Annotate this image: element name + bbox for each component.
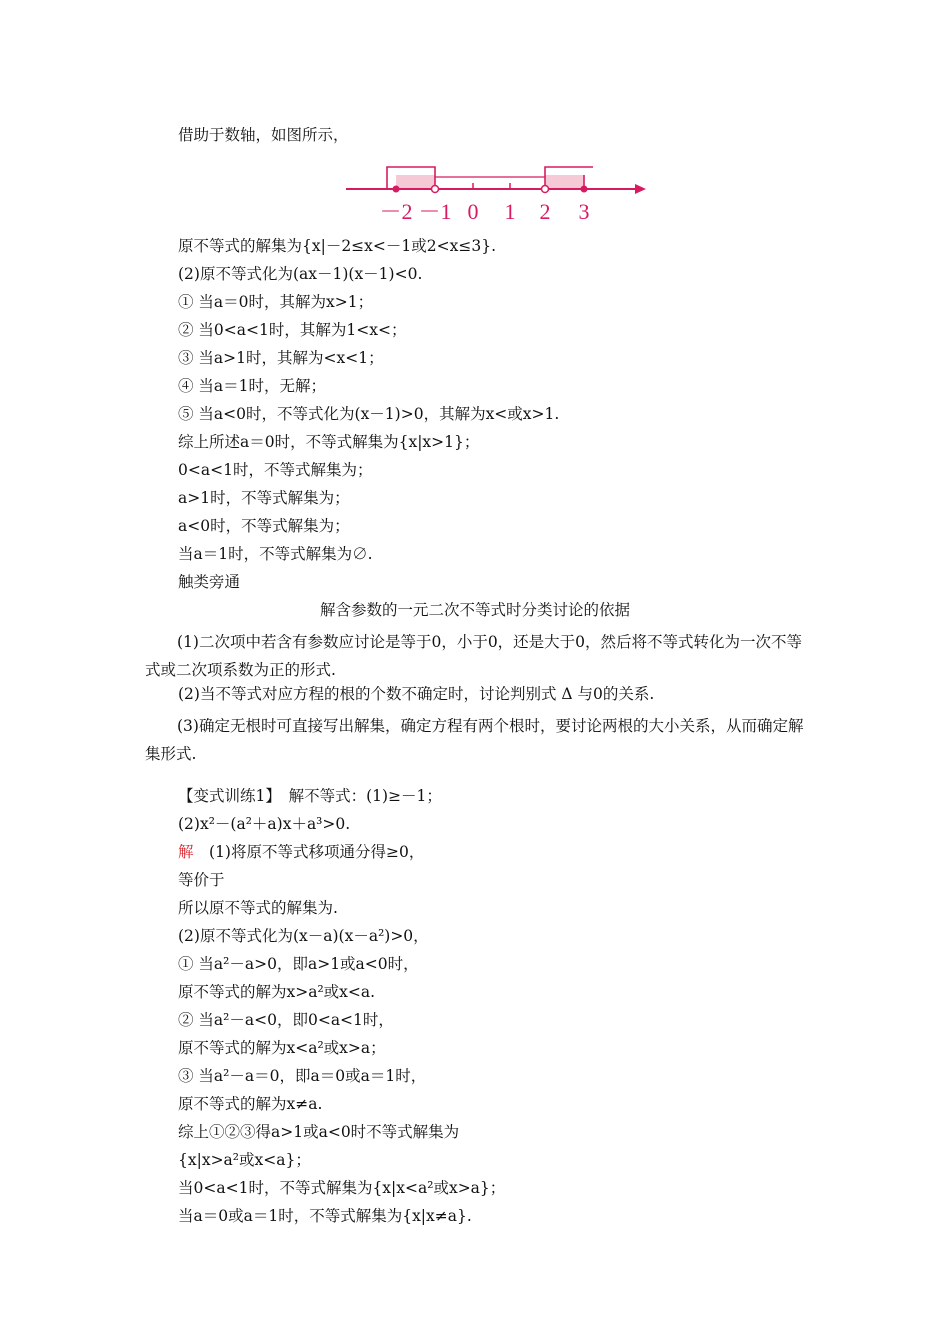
summary-4: a<0时，不等式解集为；: [178, 517, 350, 535]
final-summary-4: 当a＝0或a＝1时，不等式解集为{x|x≠a}.: [178, 1207, 472, 1225]
subcase-1-result: 原不等式的解为x>a²或x<a.: [178, 983, 376, 1001]
case-1: ① 当a＝0时，其解为x>1；: [178, 293, 374, 311]
solution-set-1: 原不等式的解集为{x|－2≤x<－1或2<x≤3}.: [178, 237, 496, 255]
number-line-figure: [338, 153, 658, 231]
label-2: 2: [539, 199, 551, 224]
interval-right-fill: [545, 175, 584, 189]
final-summary-1: 综上①②③得a>1或a<0时不等式解集为: [178, 1123, 460, 1141]
summary-5: 当a＝1时，不等式解集为∅.: [178, 545, 373, 563]
solution-set-part1: 所以原不等式的解集为.: [178, 899, 338, 917]
part2-factor: (2)原不等式化为(x－a)(x－a²)>0，: [178, 927, 429, 945]
part2-transform: (2)原不等式化为(ax－1)(x－1)<0.: [178, 265, 423, 283]
final-summary-2: {x|x>a²或x<a}；: [178, 1151, 311, 1169]
paragraph-1: (1)二次项中若含有参数应讨论是等于0，小于0，还是大于0，然后将不等式转化为一次不等式或二次项系数为正的形式.: [145, 633, 803, 679]
point-3-closed: [581, 186, 588, 193]
subcase-1: ① 当a²－a>0，即a>1或a<0时，: [178, 955, 419, 973]
label-neg2: －2: [379, 199, 413, 224]
label-3: 3: [578, 199, 590, 224]
subcase-2: ② 当a²－a<0，即0<a<1时，: [178, 1011, 394, 1029]
equivalent-line: 等价于: [178, 871, 225, 889]
solution-label: 解: [178, 843, 194, 861]
exercise-heading: 【变式训练1】 解不等式：(1)≥－1；: [178, 787, 442, 805]
subcase-3-result: 原不等式的解为x≠a.: [178, 1095, 323, 1113]
point-neg2-closed: [393, 186, 400, 193]
summary-1: 综上所述a＝0时，不等式解集为{x|x>1}；: [178, 433, 480, 451]
case-4: ④ 当a＝1时，无解；: [178, 377, 327, 395]
paragraph-3: (3)确定无根时可直接写出解集，确定方程有两个根时，要讨论两根的大小关系，从而确定解集形式.: [145, 717, 804, 763]
solution-step1: (1)将原不等式移项通分得≥0，: [193, 843, 425, 861]
section-heading: 触类旁通: [178, 573, 241, 591]
paragraph-2: (2)当不等式对应方程的根的个数不确定时，讨论判别式 Δ 与0的关系.: [178, 685, 655, 703]
label-0: 0: [467, 199, 479, 224]
case-3: ③ 当a>1时，其解为<x<1；: [178, 349, 384, 367]
point-neg1-open: [432, 186, 439, 193]
case-2: ② 当0<a<1时，其解为1<x<；: [178, 321, 407, 339]
intro-line: 借助于数轴，如图所示，: [178, 126, 349, 144]
label-neg1: －1: [418, 199, 452, 224]
summary-3: a>1时，不等式解集为；: [178, 489, 350, 507]
exercise-part2: (2)x²－(a²＋a)x＋a³>0.: [178, 815, 351, 833]
subcase-2-result: 原不等式的解为x<a²或x>a；: [178, 1039, 386, 1057]
case-5: ⑤ 当a<0时，不等式化为(x－1)>0，其解为x<或x>1.: [178, 405, 560, 423]
interval-left-fill: [396, 175, 435, 189]
final-summary-3: 当0<a<1时，不等式解集为{x|x<a²或x>a}；: [178, 1179, 506, 1197]
point-2-open: [542, 186, 549, 193]
subcase-3: ③ 当a²－a＝0，即a＝0或a＝1时，: [178, 1067, 427, 1085]
section-title: 解含参数的一元二次不等式时分类讨论的依据: [319, 601, 630, 619]
solution-start: [178, 842, 424, 862]
summary-2: 0<a<1时，不等式解集为；: [178, 461, 373, 479]
label-1: 1: [504, 199, 516, 224]
